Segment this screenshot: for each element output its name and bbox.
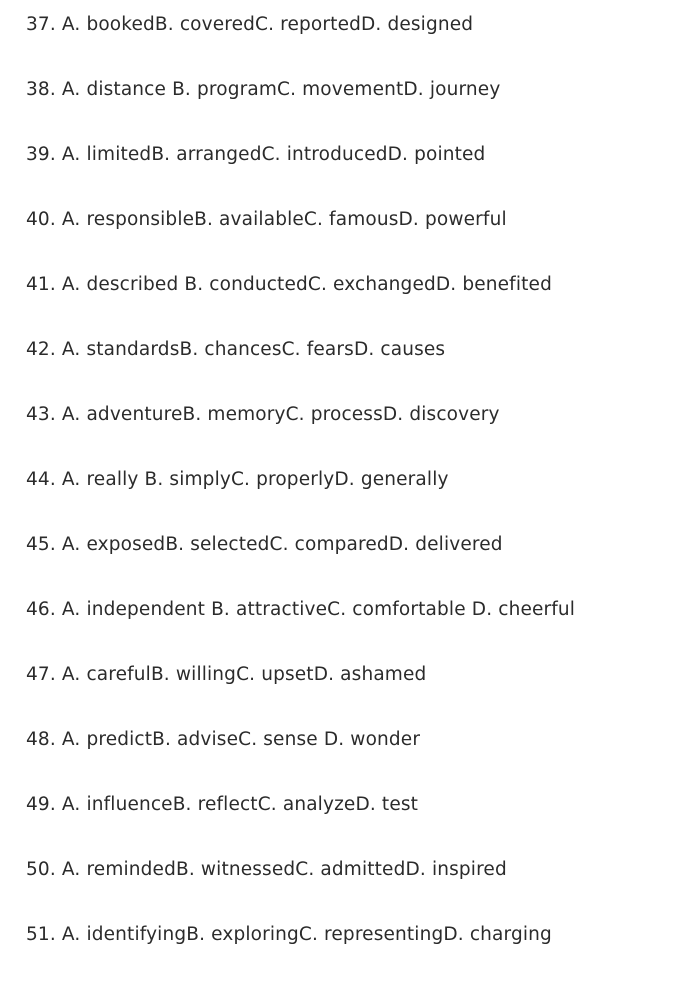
option-d: D. wonder <box>323 729 421 750</box>
question-item-42 <box>26 336 575 401</box>
option-b: B. program <box>172 79 277 100</box>
option-b: B. covered <box>154 14 256 35</box>
question-number: 42. <box>26 339 56 360</box>
question-item-37 <box>26 11 575 76</box>
option-c: C. compared <box>269 534 389 555</box>
option-d: D. inspired <box>405 859 507 880</box>
question-number: 37. <box>26 14 56 35</box>
option-b: B. arranged <box>151 144 262 165</box>
question-item-48 <box>26 726 575 791</box>
option-b: B. chances <box>179 339 282 360</box>
option-d: D. designed <box>361 14 474 35</box>
option-b: B. advise <box>152 729 239 750</box>
question-item-49 <box>26 791 575 856</box>
question-item-51 <box>26 921 575 986</box>
question-item-39 <box>26 141 575 206</box>
option-b: B. willing <box>150 664 237 685</box>
option-b: B. witnessed <box>175 859 296 880</box>
question-item-43 <box>26 401 575 466</box>
option-b: B. selected <box>165 534 270 555</box>
option-a: A. predict <box>61 729 153 750</box>
option-c: C. introduced <box>261 144 388 165</box>
option-d: D. cheerful <box>471 599 576 620</box>
option-d: D. charging <box>443 924 552 945</box>
question-number: 47. <box>26 664 56 685</box>
option-a: A. distance <box>61 79 173 100</box>
option-c: C. exchanged <box>307 274 436 295</box>
option-c: C. fears <box>281 339 354 360</box>
option-a: A. adventure <box>61 404 183 425</box>
option-d: D. powerful <box>398 209 507 230</box>
option-c: C. movement <box>277 79 404 100</box>
question-number: 46. <box>26 599 56 620</box>
option-c: C. admitted <box>295 859 406 880</box>
question-number: 40. <box>26 209 56 230</box>
option-d: D. benefited <box>435 274 552 295</box>
question-number: 43. <box>26 404 56 425</box>
option-c: C. upset <box>236 664 314 685</box>
option-a: A. identifying <box>61 924 187 945</box>
option-d: D. test <box>355 794 419 815</box>
option-b: B. reflect <box>172 794 258 815</box>
option-b: B. conducted <box>184 274 308 295</box>
option-a: A. careful <box>61 664 151 685</box>
option-c: C. analyze <box>257 794 356 815</box>
option-c: C. process <box>285 404 383 425</box>
question-item-40 <box>26 206 575 271</box>
option-a: A. influence <box>61 794 173 815</box>
option-d: D. ashamed <box>313 664 427 685</box>
option-c: C. representing <box>298 924 444 945</box>
question-number: 45. <box>26 534 56 555</box>
option-b: B. simply <box>144 469 231 490</box>
question-item-45 <box>26 531 575 596</box>
question-number: 38. <box>26 79 56 100</box>
question-number: 39. <box>26 144 56 165</box>
option-c: C. reported <box>255 14 361 35</box>
question-number: 50. <box>26 859 56 880</box>
question-number: 41. <box>26 274 56 295</box>
question-item-46 <box>26 596 575 661</box>
option-d: D. journey <box>403 79 501 100</box>
option-d: D. delivered <box>388 534 503 555</box>
question-item-50 <box>26 856 575 921</box>
option-a: A. limited <box>61 144 152 165</box>
option-b: B. attractive <box>211 599 328 620</box>
option-a: A. exposed <box>61 534 166 555</box>
option-a: A. booked <box>61 14 155 35</box>
option-a: A. independent <box>61 599 212 620</box>
option-b: B. available <box>194 209 304 230</box>
question-number: 48. <box>26 729 56 750</box>
option-c: C. sense <box>238 729 324 750</box>
option-c: C. comfortable <box>327 599 472 620</box>
question-item-47 <box>26 661 575 726</box>
option-a: A. reminded <box>61 859 176 880</box>
question-item-41 <box>26 271 575 336</box>
option-d: D. generally <box>334 469 449 490</box>
option-a: A. described <box>61 274 185 295</box>
question-item-44 <box>26 466 575 531</box>
question-number: 51. <box>26 924 56 945</box>
question-number: 49. <box>26 794 56 815</box>
question-list <box>26 11 575 986</box>
question-item-38 <box>26 76 575 141</box>
option-c: C. properly <box>230 469 335 490</box>
option-d: D. causes <box>353 339 446 360</box>
question-number: 44. <box>26 469 56 490</box>
option-d: D. discovery <box>382 404 500 425</box>
option-d: D. pointed <box>387 144 486 165</box>
option-c: C. famous <box>303 209 399 230</box>
option-a: A. standards <box>61 339 180 360</box>
option-b: B. exploring <box>186 924 299 945</box>
option-a: A. really <box>61 469 145 490</box>
option-a: A. responsible <box>61 209 195 230</box>
option-b: B. memory <box>182 404 286 425</box>
